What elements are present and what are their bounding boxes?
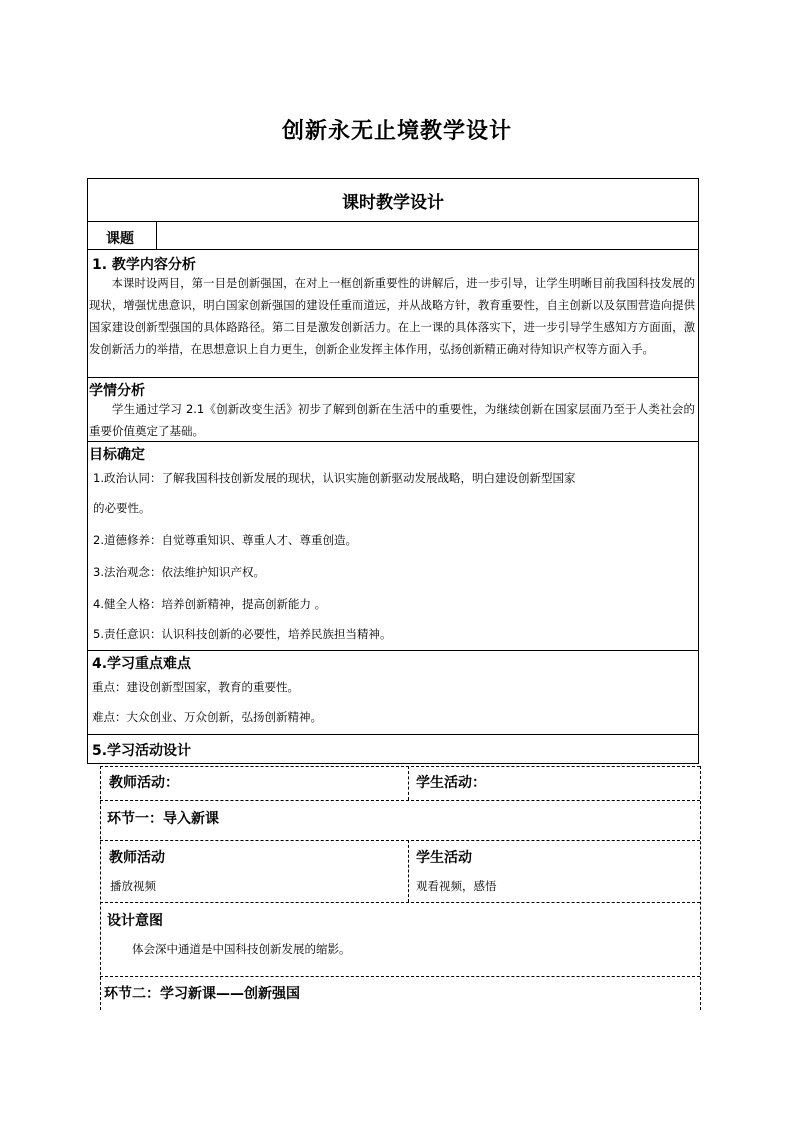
- content-analysis-text: 本课时设两目，第一目是创新强国，在对上一框创新重要性的讲解后，进一步引导，让学生明晰目前我国科技发展的现状，增强忧患意识，明白国家创新强国的建设任重而道远，并从战略方针，教育重要性，自主创新以及氛围营造向提供国家建设创新型强国的具体路路径。第二目是激发创新活力。在上一课的具体落实下，进一步引导学生感知方方面面，激发创新活力的举措，在思想意识上自力更生，创新企业发挥主体作用，弘扬创新精正确对待知识产权等方面入手。: [89, 277, 695, 356]
- goal-item: 的必要性。: [93, 501, 151, 515]
- key-points-heading: 4.学习重点难点: [92, 656, 192, 672]
- document-title: 创新永无止境教学设计: [281, 119, 512, 144]
- student-activity-header: 学生活动：: [416, 775, 486, 791]
- table-title: 课时教学设计: [342, 193, 444, 213]
- goal-item: 4.健全人格：培养创新精神，提高创新能力 。: [93, 597, 327, 611]
- goal-item: 1.政治认同：了解我国科技创新发展的现状，认识实施创新驱动发展战略，明白建设创新型国家: [93, 471, 576, 485]
- goals-heading: 目标确定: [89, 447, 145, 463]
- teacher-activity-text: 播放视频: [110, 879, 156, 893]
- teacher-activity-label: 教师活动: [109, 850, 165, 866]
- goal-item: 2.道德修养：自觉尊重知识、尊重人才、尊重创造。: [93, 533, 357, 547]
- difficult-point: 难点：大众创业、万众创新，弘扬创新精神。: [92, 710, 322, 724]
- design-intent-text: 体会深中通道是中国科技创新发展的缩影。: [132, 942, 351, 956]
- teacher-activity-header: 教师活动：: [109, 775, 179, 791]
- student-activity-label: 学生活动: [416, 850, 472, 866]
- goal-item: 5.责任意识：认识科技创新的必要性，培养民族担当精神。: [93, 627, 392, 641]
- student-analysis-text: 学生通过学习 2.1《创新改变生活》初步了解到创新在生活中的重要性，为继续创新在国家层面乃至于人类社会的重要价值奠定了基础。: [89, 402, 695, 438]
- student-activity-text: 观看视频，感悟: [416, 879, 497, 893]
- activity-heading: 5.学习活动设计: [92, 743, 192, 759]
- design-intent-label: 设计意图: [107, 913, 163, 929]
- student-analysis-heading: 学情分析: [89, 383, 145, 399]
- stage-one-label: 环节一：导入新课: [107, 811, 219, 827]
- topic-label: 课题: [106, 231, 134, 247]
- key-point: 重点：建设创新型国家，教育的重要性。: [92, 680, 299, 694]
- stage-two-label: 环节二：学习新课——创新强国: [104, 986, 300, 1002]
- content-analysis-heading: 1. 教学内容分析: [92, 257, 196, 273]
- goal-item: 3.法治观念：依法维护知识产权。: [93, 565, 265, 579]
